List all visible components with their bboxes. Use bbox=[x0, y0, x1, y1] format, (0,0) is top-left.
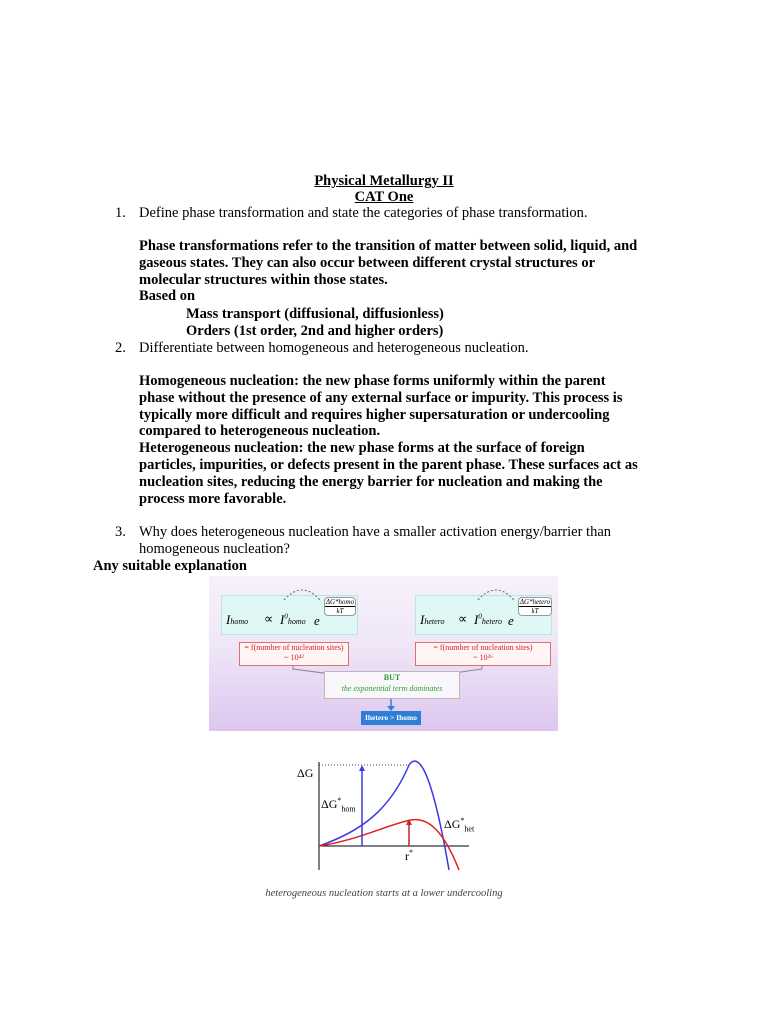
answer-1 bbox=[139, 238, 679, 305]
y-axis-label: ΔG bbox=[297, 766, 314, 780]
eq-sub: homo bbox=[287, 617, 306, 626]
eq-exp-num: ΔG*hetero bbox=[519, 598, 551, 606]
label-star: * bbox=[460, 816, 465, 825]
answer-note: Any suitable explanation bbox=[93, 558, 247, 574]
eq-proportional: ∝ bbox=[264, 611, 274, 626]
free-energy-figure bbox=[229, 752, 539, 900]
figure-caption: heterogeneous nucleation starts at a lower undercooling bbox=[265, 888, 503, 899]
eq-proportional: ∝ bbox=[458, 611, 468, 626]
label-text: ΔG bbox=[321, 797, 338, 811]
based-on-label: Based on bbox=[139, 288, 196, 305]
label-sub: het bbox=[464, 824, 475, 834]
answer-line: typically more difficult and requires higher supersaturation or undercooling bbox=[139, 406, 610, 423]
answer-line: nucleation sites, reducing the energy barrier for nucleation and making the bbox=[139, 473, 603, 490]
answer-line: phase without the presence of any external surface or impurity. This process is bbox=[139, 389, 623, 406]
eq-exp-num: ΔG*homo bbox=[325, 598, 355, 606]
answer-line: molecular structures within those states. bbox=[139, 271, 388, 288]
question-2 bbox=[115, 340, 675, 358]
question-number: 3. bbox=[115, 524, 126, 540]
free-energy-plot bbox=[229, 752, 539, 888]
eq-prefactor: $I^0homo$ bbox=[280, 612, 306, 627]
het-barrier-label bbox=[444, 816, 474, 833]
exam-title: CAT One bbox=[354, 189, 414, 205]
hom-barrier-label bbox=[321, 796, 356, 813]
label-text: ΔG bbox=[444, 817, 461, 831]
label-sub: hom bbox=[341, 804, 356, 814]
eq-exp: e bbox=[508, 613, 514, 628]
answer-line: gaseous states. They can also occur between different crystal structures or bbox=[139, 254, 596, 271]
but-label: BUT bbox=[383, 673, 401, 682]
question-1 bbox=[115, 205, 675, 223]
question-text: Differentiate between homogeneous and heterogeneous nucleation. bbox=[139, 340, 529, 356]
question-line: homogeneous nucleation? bbox=[139, 540, 290, 557]
question-text: Define phase transformation and state the categories of phase transformation. bbox=[139, 205, 588, 221]
eq-sub: homo bbox=[230, 617, 249, 626]
nucleation-rate-figure bbox=[209, 576, 558, 731]
eq-prefactor: $I^0hetero$ bbox=[474, 612, 502, 627]
label-text: r bbox=[405, 849, 409, 863]
question-number: 1. bbox=[115, 205, 126, 221]
critical-radius-label bbox=[405, 848, 413, 864]
answer-2 bbox=[139, 373, 679, 507]
label-star: * bbox=[409, 848, 413, 857]
result-box: Ihetero > Ihomo bbox=[361, 711, 421, 725]
heterogeneous-curve bbox=[319, 820, 459, 870]
eq-exp-den: kT bbox=[336, 607, 344, 615]
question-line: Why does heterogeneous nucleation have a smaller activation energy/barrier than bbox=[139, 524, 612, 540]
note-line: ~ 10⁴² bbox=[284, 653, 304, 662]
eq-i: I bbox=[474, 612, 479, 627]
label-star: * bbox=[337, 796, 342, 805]
but-note bbox=[324, 671, 460, 699]
category-mass-transport: Mass transport (diffusional, diffusionless) bbox=[186, 306, 444, 322]
eq-i: I bbox=[226, 612, 231, 627]
answer-line: Homogeneous nucleation: the new phase forms uniformly within the parent bbox=[139, 373, 606, 389]
answer-line: process more favorable. bbox=[139, 490, 287, 507]
note-line: = f(number of nucleation sites) bbox=[433, 643, 533, 652]
eq-exp: e bbox=[314, 613, 320, 628]
eq-i: I bbox=[280, 612, 285, 627]
answer-line: particles, impurities, or defects present in the parent phase. These surfaces act as bbox=[139, 456, 638, 473]
eq-sub: hetero bbox=[424, 617, 445, 626]
answer-line: compared to heterogeneous nucleation. bbox=[139, 423, 381, 440]
homogeneous-curve bbox=[319, 761, 449, 870]
eq-sub: hetero bbox=[481, 617, 502, 626]
question-text bbox=[139, 524, 679, 557]
answer-line: Phase transformations refer to the transition of matter between solid, liquid, and bbox=[139, 238, 638, 254]
note-line: ~ 10²⁶ bbox=[473, 653, 493, 662]
question-3 bbox=[115, 524, 675, 560]
eq-i: I bbox=[420, 612, 425, 627]
connector-lines bbox=[209, 576, 558, 731]
category-orders: Orders (1st order, 2nd and higher orders) bbox=[186, 323, 444, 339]
eq-exp-den: kT bbox=[531, 607, 539, 615]
note-line: = f(number of nucleation sites) bbox=[244, 643, 344, 652]
question-number: 2. bbox=[115, 340, 126, 356]
dominates-label: the exponential term dominates bbox=[341, 684, 443, 693]
answer-line: Heterogeneous nucleation: the new phase forms at the surface of foreign bbox=[139, 440, 585, 457]
course-title: Physical Metallurgy II bbox=[314, 173, 454, 189]
